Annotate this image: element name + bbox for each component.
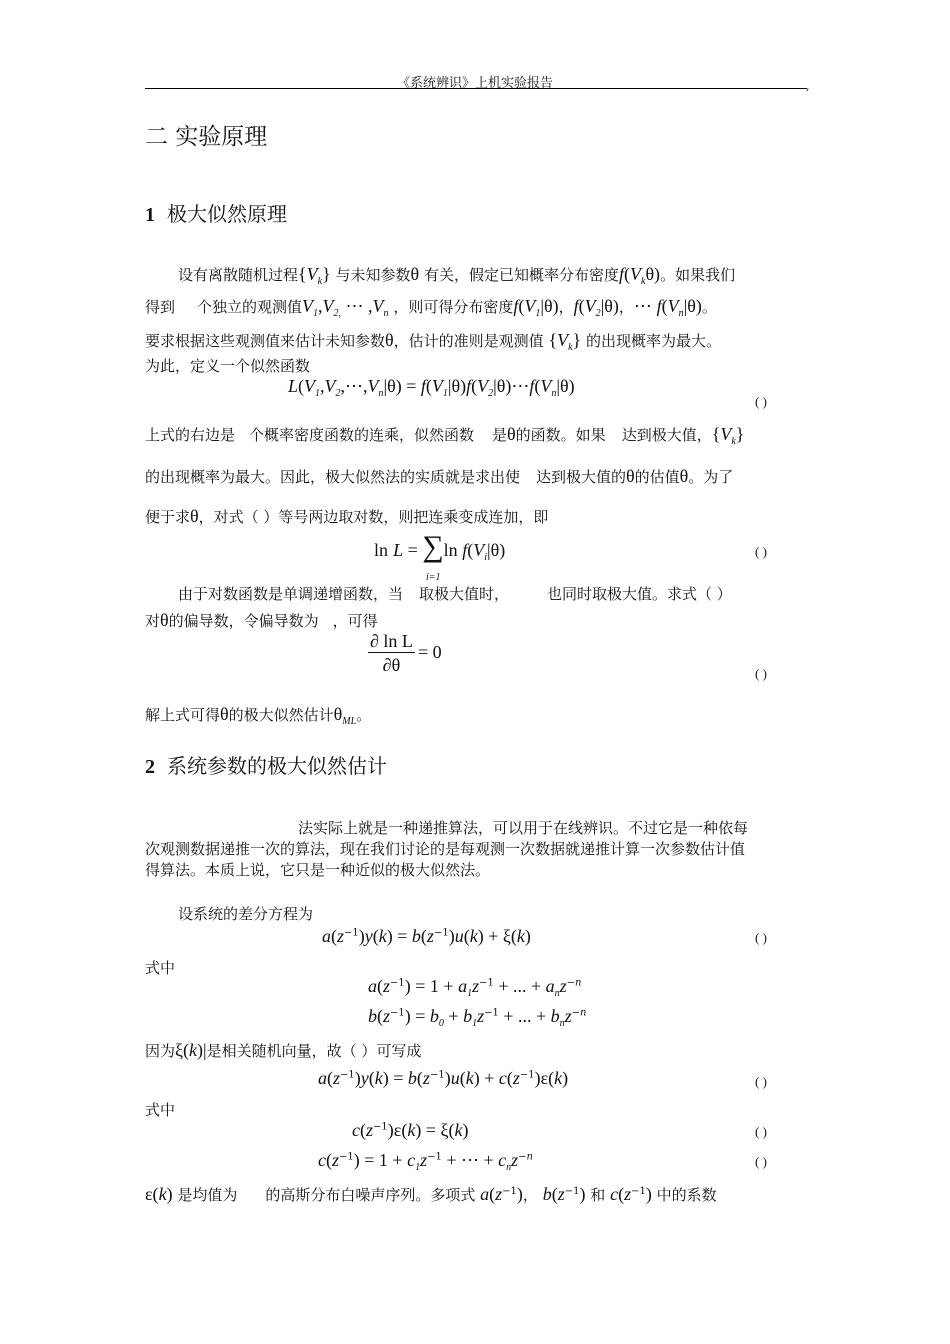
equation-poly-a: $a(z^{-1}) = 1 + a_1z^{-1}$ + ... + $a_nz^{-n}$ <box>368 976 582 1000</box>
para8-text-d: 和 <box>590 1186 606 1204</box>
para3-line2: 对θ的偏导数，令偏导数为 ，可得 <box>145 610 378 630</box>
para7-text-a: 因为 <box>145 1042 176 1060</box>
equation-number-2: ( ) <box>755 544 767 559</box>
para1-line1: 设有离散随机过程$\{V_k\}$ 与未知参数θ 有关，假定已知概率分布密度$f(V_k\theta)$。如果我们 <box>178 264 736 287</box>
para1-text-d: 。如果我们 <box>660 266 736 284</box>
equation-noise-model: $c(z^{-1})\varepsilon(k) = \xi(k)$ <box>352 1120 469 1140</box>
para3-text-c: 也同时取极大值。求式（ ） <box>547 585 732 603</box>
para5-line3: 得算法。本质上说，它只是一种近似的极大似然法。 <box>145 861 491 879</box>
para3-text-d: 对 <box>145 612 161 630</box>
para7-text-b: 是相关随机向量，故（ ）可写成 <box>206 1042 422 1060</box>
para2-text-j: 便于求 <box>145 508 191 526</box>
para2-text-b: 个概率密度函数的连乘，似然函数 <box>249 426 475 444</box>
para3-text-e: 的偏导数，令偏导数为 <box>168 612 319 630</box>
equation-difference: $a(z^{-1})y(k) = b(z^{-1})u(k) + \xi(k)$ <box>322 926 531 946</box>
para3-text-a: 由于对数函数是单调递增函数，当 <box>178 585 404 603</box>
para2-line1: 上式的右边是 个概率密度函数的连乘，似然函数 是θ的函数。如果 达到极大值，$\{V_k\}$ <box>145 424 745 447</box>
para1-text-j: 的出现概率为最大。 <box>585 332 721 350</box>
page-header-title: 《系统辨识》上机实验报告 <box>396 76 553 91</box>
subsection-1-title: 极大似然原理 <box>167 202 287 226</box>
section-title: 二 实验原理 <box>145 124 268 150</box>
para1-text-c: 有关，假定已知概率分布密度 <box>423 266 619 284</box>
para1-line3: 要求根据这些观测值来估计未知参数θ，估计的准则是观测值 $\{V_k\}$ 的出现概率为最大。 <box>145 330 721 353</box>
para6: 设系统的差分方程为 <box>178 905 314 923</box>
para8-text-b: 的高斯分布白噪声序列。多项式 <box>265 1186 476 1204</box>
para2-line2: 的出现概率为最大。因此，极大似然法的实质就是求出使 达到极大值的θ的估值θ。为了 <box>145 466 734 486</box>
para2-text-d: 的函数。如果 <box>515 426 606 444</box>
derivative-numerator: ∂ ln L <box>370 631 413 651</box>
subsection-2-number: 2 <box>145 756 155 778</box>
para8-text-e: 中的系数 <box>656 1186 717 1204</box>
theta-ml-subscript: ML <box>342 716 357 727</box>
header-rule <box>145 88 807 89</box>
para8: ε(k) 是均值为 的高斯分布白噪声序列。多项式 $a(z^{-1})$， $b(z^{-1})$ 和 $c(z^{-1})$ 中的系数 <box>145 1184 717 1204</box>
equation-number-6: ( ) <box>755 1124 767 1139</box>
equation-poly-b: $b(z^{-1}) = b_0 + b_1z^{-1}$ + ... + $b_nz^{-n}$ <box>368 1006 587 1030</box>
equation-number-7: ( ) <box>755 1154 767 1169</box>
para2-text-i: 。为了 <box>688 468 734 486</box>
para4-text-b: 的极大似然估计 <box>228 706 334 724</box>
para7: 因为ξ(k)|是相关随机向量，故（ ）可写成 <box>145 1040 422 1060</box>
para1-line4: 为此，定义一个似然函数 <box>145 357 311 375</box>
derivative-rhs: = 0 <box>418 642 442 662</box>
equation-likelihood: $L(V_1,V_2,\cdots,V_n|\theta)$ = $f(V_1|\theta)f(V_2|\theta)\cdots f(V_n|\theta)$ <box>288 376 575 400</box>
para1-text-e: 得到 <box>145 298 176 316</box>
para5-line2: 次观测数据递推一次的算法，现在我们讨论的是每观测一次数据就递推计算一次参数估计值 <box>145 840 746 858</box>
equation-log-likelihood: ln L = ∑ln $f(V_i|\theta)$ <box>374 530 506 564</box>
para3-text-b: 取极大值时， <box>419 585 510 603</box>
para2-text-g: 达到极大值的 <box>536 468 627 486</box>
equation-number-3: ( ) <box>755 666 767 681</box>
sum-lower-limit: i=1 <box>426 572 441 583</box>
derivative-denominator: ∂θ <box>382 655 401 675</box>
para1-text-b: 与未知参数 <box>335 266 411 284</box>
subsection-1-number: 1 <box>145 204 155 226</box>
para1-text-i: ，估计的准则是观测值 <box>393 332 544 350</box>
para3-text-f: ，可得 <box>332 612 378 630</box>
subsection-2-title: 系统参数的极大似然估计 <box>167 754 387 778</box>
para2-text-e: 达到极大值， <box>621 426 712 444</box>
para8-text-a: 是均值为 <box>177 1186 238 1204</box>
equation-partial-derivative <box>368 630 415 677</box>
para1-text-h: 要求根据这些观测值来估计未知参数 <box>145 332 386 350</box>
equation-number-1: ( ) <box>755 394 767 409</box>
para4: 解上式可得θ的极大似然估计$\theta_{ML}$。 <box>145 704 372 727</box>
para4-text-c: 。 <box>356 706 372 724</box>
para2-text-k: ，对式（ ）等号两边取对数，则把连乘变成连加，即 <box>198 508 549 526</box>
subsection-1-heading <box>145 198 287 227</box>
para2-text-h: 的估值 <box>634 468 680 486</box>
para1-line2: 得到 个独立的观测值$V_1,V_{2,}$ ⋯ $,V_n$ ，则可得分布密度$f(V_1|\theta)$，$f(V_2|\theta)$，⋯ $f(V_n|\theta)$。 <box>145 296 717 319</box>
para2-text-f: 的出现概率为最大。因此，极大似然法的实质就是求出使 <box>145 468 521 486</box>
para5-line1: 法实际上就是一种递推算法，可以用于在线辨识。不过它是一种依每 <box>298 819 749 837</box>
equation-difference-colored: $a(z^{-1})y(k) = b(z^{-1})u(k) + c(z^{-1})\varepsilon(k)$ <box>318 1068 569 1088</box>
label-where-1: 式中 <box>145 959 176 977</box>
para4-text-a: 解上式可得 <box>145 706 221 724</box>
header-mark: , <box>806 80 810 93</box>
equation-poly-c: $c(z^{-1}) = 1 + c_1z^{-1}$ + ⋯ + $c_nz^{-n}$ <box>318 1150 533 1174</box>
para1-text-g: ，则可得分布密度 <box>393 298 514 316</box>
label-where-2: 式中 <box>145 1101 176 1119</box>
para3-line1 <box>178 584 732 604</box>
para2-text-c: 是 <box>492 426 508 444</box>
para8-text-c: ， <box>522 1186 538 1204</box>
equation-number-5: ( ) <box>755 1074 767 1089</box>
para2-line3: 便于求θ，对式（ ）等号两边取对数，则把连乘变成连加，即 <box>145 506 549 526</box>
para1-text-f: 个独立的观测值 <box>197 298 303 316</box>
para2-text-a: 上式的右边是 <box>145 426 236 444</box>
para1-text-a: 设有离散随机过程 <box>178 266 299 284</box>
equation-number-4: ( ) <box>755 930 767 945</box>
subsection-2-heading <box>145 750 387 779</box>
